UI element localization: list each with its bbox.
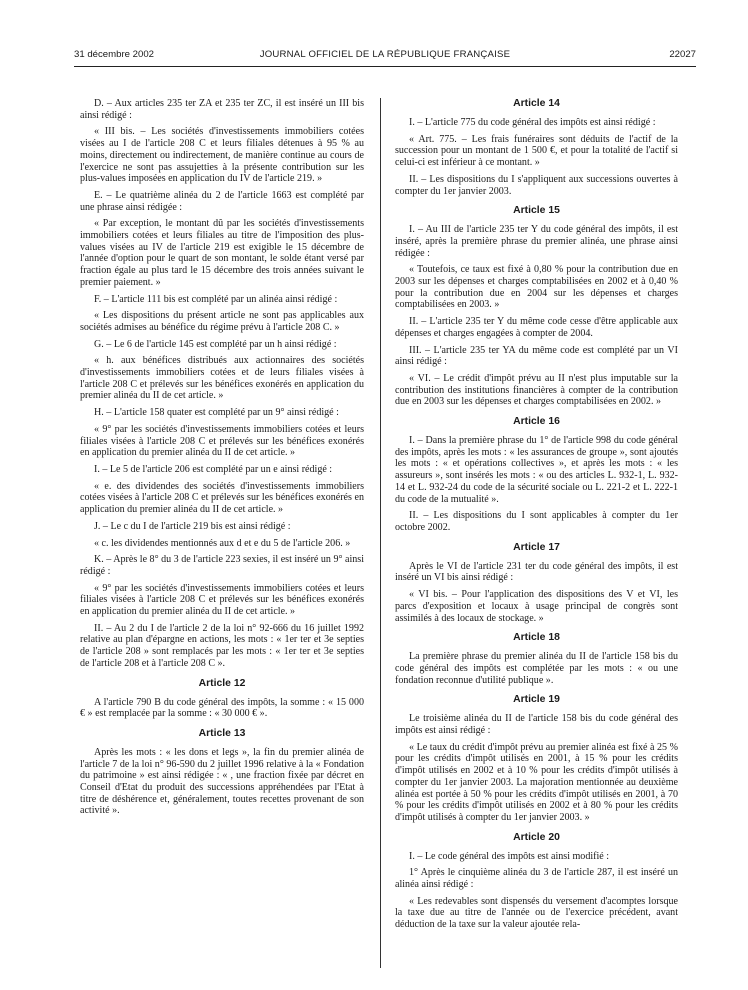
- paragraph: J. – Le c du I de l'article 219 bis est ainsi rédigé :: [94, 520, 291, 532]
- paragraph: « Le taux du crédit d'impôt prévu au premier alinéa est fixé à 25 % pour les crédits d'impôt utilisés en 2001, à 15 % pour les crédits d'impôt utilisés en 2002 et à 10 % pour les crédits d'impôt utilisés à compter du 1er janvier 2003. La majoration mentionnée au deuxième alinéa est portée à 50 % pour les crédits d'impôt utilisés en 2001, à 70 % pour les crédits d'impôt utilisés en 2002 et à 80 % pour les crédits d'impôt utilisés à compter du 1er janvier 2003. »: [395, 741, 678, 823]
- paragraph: « VI bis. – Pour l'application des dispositions des V et VI, les parcs d'exposition et locaux à usage principal de congrès sont assimilés à des locaux de stockage. »: [395, 589, 678, 624]
- paragraph: « Les redevables sont dispensés du versement d'acomptes lorsque la taxe due au titre de l'année ou de l'exercice précédent, avant déduction de la taxe sur la valeur ajoutée rela-: [395, 895, 678, 931]
- column-divider: [380, 98, 381, 968]
- paragraph: II. – Les dispositions du I s'appliquent aux successions ouvertes à compter du 1er janvier 2003.: [395, 173, 678, 197]
- paragraph: Après le VI de l'article 231 ter du code général des impôts, il est inséré un VI bis ainsi rédigé :: [395, 560, 678, 584]
- article-heading: Article 12: [198, 677, 246, 689]
- paragraph: Le troisième alinéa du II de l'article 158 bis du code général des impôts est ainsi rédigé :: [395, 713, 678, 737]
- article-heading: Article 13: [198, 727, 246, 739]
- paragraph: I. – Au III de l'article 235 ter Y du code général des impôts, il est inséré, après la première phrase du premier alinéa, une phrase ainsi rédigée :: [395, 224, 678, 259]
- paragraph: « e. des dividendes des sociétés d'investissements immobiliers cotées visées à l'article 208 C et prélevés sur les bénéfices exonérés en application du premier alinéa du II de cet article. »: [80, 480, 364, 516]
- paragraph: « h. aux bénéfices distribués aux actionnaires des sociétés d'investissements immobiliers cotées et de leurs filiales visées à l'article 208 C et prélevés sur les bénéfices exonérés en application du premier alinéa du II de cet article. »: [80, 355, 364, 402]
- paragraph: I. – Dans la première phrase du 1° de l'article 998 du code général des impôts, après les mots : « les assurances de groupe », sont ajoutés les mots : « et opérations collectives », et après les mots : « les assureurs », sont insérés les mots : « ou des articles L. 932-1, L. 932-14 et L. 932-24 du code de la sécurité sociale ou L. 221-2 et L. 222-1 du code de la mutualité ».: [395, 435, 678, 505]
- paragraph: « Toutefois, ce taux est fixé à 0,80 % pour la contribution due en 2003 sur les dépenses et charges comptabilisées en 2002 et à 0,40 % pour la contribution due en 2004 sur les dépenses et charges comptabilisées en 2003. »: [395, 264, 678, 311]
- article-heading: Article 19: [513, 694, 560, 706]
- article-heading: Article 15: [513, 205, 560, 217]
- paragraph: La première phrase du premier alinéa du II de l'article 158 bis du code général des impôts est complétée par les mots : « ou une fondation reconnue d'utilité publique ».: [395, 651, 678, 686]
- header-page-number: 22027: [669, 49, 696, 60]
- paragraph: « III bis. – Les sociétés d'investissements immobiliers cotées visées au I de l'article 208 C et leurs filiales détenues à 95 % au moins, directement ou indirectement, de manière continue au cours de l'exercice ne sont pas assujetties à la présente contribution sur les plus-values imposées en application du IV de l'article 219. »: [80, 126, 364, 185]
- paragraph: Après les mots : « les dons et legs », la fin du premier alinéa de l'article 7 de la loi n° 96-590 du 2 juillet 1996 relative à la « Fondation du patrimoine » est ainsi rédigée : « , une fraction fixée par décret en Conseil d'Etat du produit des successions appréhendées par l'Etat à titre de déshérence et, généralement, toutes recettes provenant de son activité ».: [80, 746, 364, 817]
- article-heading: Article 14: [513, 98, 560, 109]
- article-heading: Article 17: [513, 541, 560, 553]
- right-column: [395, 98, 678, 984]
- paragraph: K. – Après le 8° du 3 de l'article 223 sexies, il est inséré un 9° ainsi rédigé :: [80, 554, 364, 577]
- paragraph: H. – L'article 158 quater est complété par un 9° ainsi rédigé :: [94, 407, 339, 419]
- paragraph: D. – Aux articles 235 ter ZA et 235 ter ZC, il est inséré un III bis ainsi rédigé :: [80, 98, 364, 121]
- header-rule: [74, 66, 696, 67]
- paragraph: I. – L'article 775 du code général des impôts est ainsi rédigé :: [409, 117, 656, 128]
- paragraph: « 9° par les sociétés d'investissements immobiliers cotées et leurs filiales visées à l'article 208 C et prélevés sur les bénéfices exonérés en application du premier alinéa du II de cet article. »: [80, 423, 364, 459]
- paragraph: E. – Le quatrième alinéa du 2 de l'article 1663 est complété par une phrase ainsi rédigée :: [80, 189, 364, 213]
- article-heading: Article 18: [513, 632, 560, 644]
- paragraph: I. – Le code général des impôts est ainsi modifié :: [409, 850, 610, 862]
- paragraph: I. – Le 5 de l'article 206 est complété par un e ainsi rédigé :: [94, 463, 333, 475]
- paragraph: F. – L'article 111 bis est complété par un alinéa ainsi rédigé :: [94, 293, 338, 305]
- article-heading: Article 20: [513, 831, 560, 843]
- paragraph: II. – Au 2 du I de l'article 2 de la loi n° 92-666 du 16 juillet 1992 relative au plan d'épargne en actions, les mots : « 1er ter et 3e septies de l'article 208 » sont remplacés par les mots : « 1er ter et 3e septies de l'article 208 et à l'article 208 C ».: [80, 622, 364, 669]
- paragraph: II. – Les dispositions du I sont applicables à compter du 1er octobre 2002.: [395, 510, 678, 533]
- paragraph: G. – Le 6 de l'article 145 est complété par un h ainsi rédigé :: [94, 338, 337, 350]
- paragraph: « Art. 775. – Les frais funéraires sont déduits de l'actif de la succession pour un montant de 1 500 €, et pour la totalité de l'actif si celui-ci est inférieur à ce montant. »: [395, 133, 678, 169]
- paragraph: « 9° par les sociétés d'investissements immobiliers cotées et leurs filiales visées à l'article 208 C et prélevés sur les bénéfices exonérés en application du premier alinéa du II de cet article. »: [80, 582, 364, 618]
- header-journal-title: JOURNAL OFFICIEL DE LA RÉPUBLIQUE FRANÇAISE: [259, 49, 511, 60]
- page-header: [74, 49, 696, 63]
- paragraph: « Par exception, le montant dû par les sociétés d'investissements immobiliers cotées et leurs filiales au titre de l'imposition des plus-values visées au IV de l'article 219 est exigible le 15 décembre de l'année d'option pour le quart de son montant, le solde étant versé par fraction égale au plus tard le 15 décembre des trois années suivant le premier paiement. »: [80, 218, 364, 288]
- paragraph: « c. les dividendes mentionnés aux d et e du 5 de l'article 206. »: [94, 537, 351, 549]
- paragraph: A l'article 790 B du code général des impôts, la somme : « 15 000 € » est remplacée par la somme : « 30 000 € ».: [80, 696, 364, 720]
- paragraph: « VI. – Le crédit d'impôt prévu au II n'est plus imputable sur la contribution des institutions financières à compter de la contribution due en 2003 sur les dépenses et charges comptabilisées en 2002. »: [395, 372, 678, 408]
- left-column: [80, 98, 364, 984]
- paragraph: 1° Après le cinquième alinéa du 3 de l'article 287, il est inséré un alinéa ainsi rédigé :: [395, 867, 678, 891]
- paragraph: « Les dispositions du présent article ne sont pas applicables aux sociétés admises au bénéfice du régime prévu à l'article 208 C. »: [80, 310, 364, 333]
- article-heading: Article 16: [513, 416, 560, 428]
- header-date: 31 décembre 2002: [74, 49, 155, 60]
- paragraph: II. – L'article 235 ter Y du même code cesse d'être applicable aux dépenses et charges engagées à compter de 2004.: [395, 316, 678, 339]
- paragraph: III. – L'article 235 ter YA du même code est complété par un VI ainsi rédigé :: [395, 344, 678, 368]
